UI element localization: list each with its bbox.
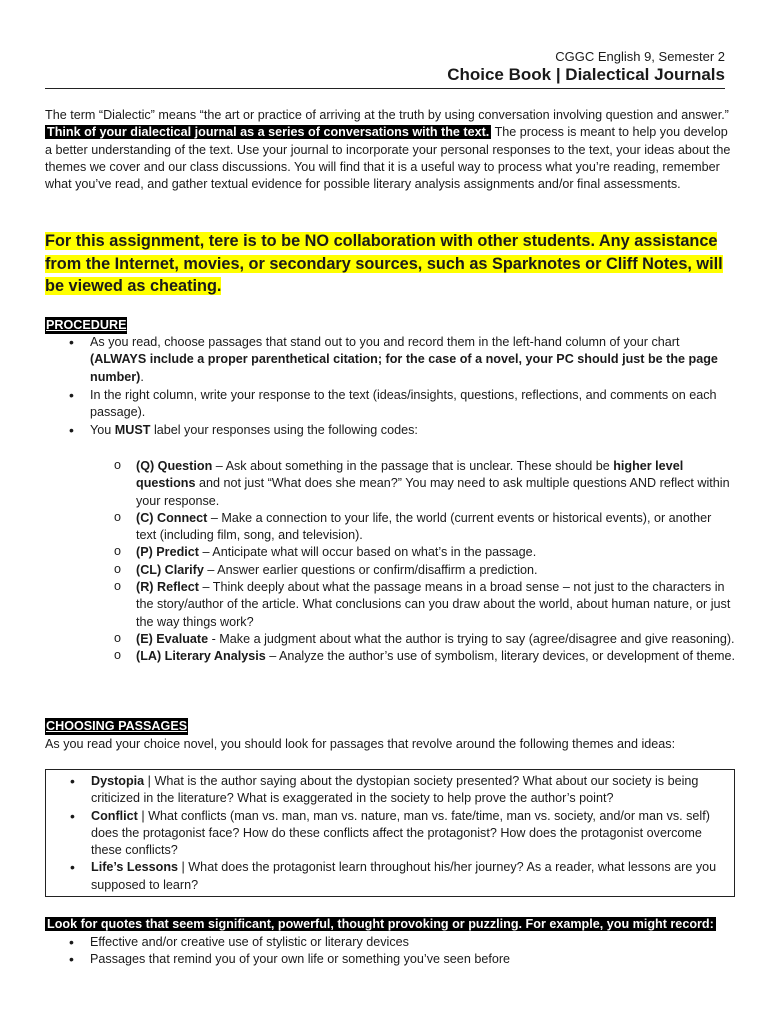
quote-item-2: • Passages that remind you of your own life or something you’ve seen before bbox=[45, 951, 735, 968]
course-name: CGGC English 9, Semester 2 bbox=[555, 49, 725, 64]
code-connect: o (C) Connect – Make a connection to your life, the world (current events or historical events), or another text (including film, song, and television). bbox=[90, 510, 735, 545]
quotes-list bbox=[45, 934, 735, 969]
procedure-heading: PROCEDURE bbox=[45, 317, 127, 334]
intro-highlight: Think of your dialectical journal as a series of conversations with the text. bbox=[47, 125, 490, 140]
no-collaboration-warning bbox=[45, 230, 735, 298]
theme-dystopia: • Dystopia | What is the author saying about the dystopian society presented? What about our society is being criticized in the literature? What is exaggerated in the society to help prove the author’s point? bbox=[46, 773, 728, 808]
code-clarify: o (CL) Clarify – Answer earlier questions or confirm/disaffirm a prediction. bbox=[90, 562, 735, 579]
choosing-intro: As you read your choice novel, you should look for passages that revolve around the following themes and ideas: bbox=[45, 737, 676, 751]
themes-list bbox=[46, 773, 728, 894]
code-reflect: o (R) Reflect – Think deeply about what the passage means in a broad sense – not just to the characters in the story/author of the article. What conclusions can you draw about the world, about human nature, or just the way things work? bbox=[90, 579, 735, 631]
theme-conflict: • Conflict | What conflicts (man vs. man, man vs. nature, man vs. fate/time, man vs. society, and/or man vs. self) does the protagonist face? How do these conflicts affect the protagonist? How does the protagonist overcome these conflicts? bbox=[46, 808, 728, 860]
intro-paragraph bbox=[45, 107, 735, 193]
intro-text-2: The process is meant to help you develop a better understanding of the text. Use your journal to incorporate your personal responses to the text, your ideas about the themes we cover and our class discussions. You will find that it is a useful way to process what you’re reading, remember what you’ve read, and gather textual evidence for possible literary analysis assignments and/or final assessments. bbox=[45, 125, 731, 192]
procedure-step-1: • As you read, choose passages that stand out to you and record them in the left-hand column of your chart (ALWAYS include a proper parenthetical citation; for the case of a novel, your PC should just be the page number). bbox=[45, 334, 735, 386]
theme-lifes-lessons: • Life’s Lessons | What does the protagonist learn throughout his/her journey? As a reader, what lessons are you supposed to learn? bbox=[46, 859, 728, 894]
procedure-step-2: • In the right column, write your response to the text (ideas/insights, questions, reflections, and comments on each passage). bbox=[45, 387, 735, 422]
quote-item-1: • Effective and/or creative use of stylistic or literary devices bbox=[45, 934, 735, 951]
header-divider bbox=[45, 88, 725, 89]
code-predict: o (P) Predict – Anticipate what will occur based on what’s in the passage. bbox=[90, 544, 735, 561]
code-literary-analysis: o (LA) Literary Analysis – Analyze the author’s use of symbolism, literary devices, or development of theme. bbox=[90, 648, 735, 665]
procedure-list bbox=[45, 334, 735, 440]
quotes-heading: Look for quotes that seem significant, powerful, thought provoking or puzzling. For example, you might record: bbox=[47, 917, 714, 931]
page-title: Choice Book | Dialectical Journals bbox=[447, 65, 725, 84]
intro-text-1: The term “Dialectic” means “the art or practice of arriving at the truth by using conversation involving question and answer.” bbox=[45, 108, 729, 122]
code-evaluate: o (E) Evaluate - Make a judgment about what the author is trying to say (agree/disagree and give reasoning). bbox=[90, 631, 735, 648]
warning-text: For this assignment, tere is to be NO collaboration with other students. Any assistance from the Internet, movies, or secondary sources, such as Sparknotes or Cliff Notes, will be viewed as cheating. bbox=[45, 232, 723, 295]
procedure-step-3: • You MUST label your responses using the following codes: bbox=[45, 422, 735, 439]
choosing-passages-heading: CHOOSING PASSAGES bbox=[45, 718, 188, 735]
code-question: o (Q) Question – Ask about something in the passage that is unclear. These should be higher level questions and not just “What does she mean?” You may need to ask multiple questions AND reflect within your response. bbox=[90, 458, 735, 510]
response-codes-list bbox=[90, 458, 735, 666]
